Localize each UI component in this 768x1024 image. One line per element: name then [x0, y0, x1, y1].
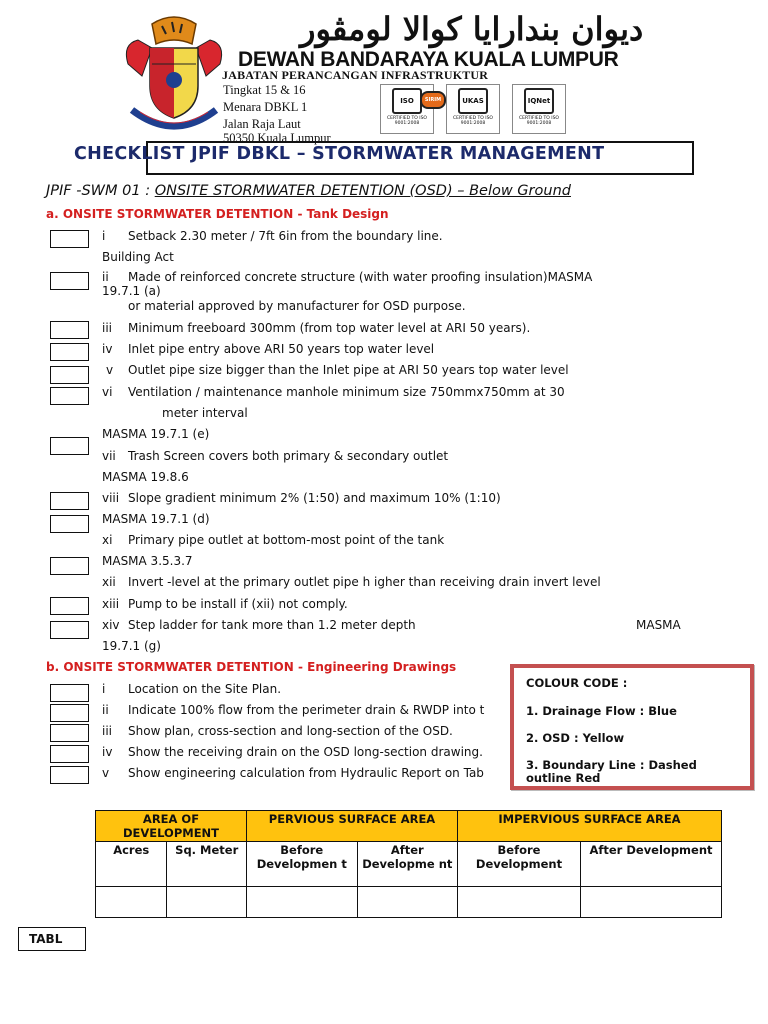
table-cell-sq-meter[interactable] [167, 887, 247, 918]
checkbox-b-ii[interactable] [50, 704, 89, 722]
colour-code-item: 1. Drainage Flow : Blue [526, 704, 677, 718]
organization-name: DEWAN BANDARAYA KUALA LUMPUR [238, 48, 619, 71]
table-column-header: Acres [96, 842, 167, 887]
checklist-reference: MASMA 3.5.3.7 [102, 554, 193, 568]
checklist-reference: MASMA 19.7.1 (e) [102, 427, 210, 441]
checklist-item: i Location on the Site Plan. [102, 682, 282, 696]
checklist-item: xiv Step ladder for tank more than 1.2 meter depth [102, 618, 416, 632]
jawi-title: ديوان بندارايا كوالا لومڤور [300, 10, 644, 48]
checkbox-a-v[interactable] [50, 366, 89, 384]
checklist-item: ii Made of reinforced concrete structure (with water proofing insulation)MASMA [102, 270, 593, 284]
checkbox-a-xii[interactable] [50, 557, 89, 575]
table-cell-pervious-after[interactable] [357, 887, 457, 918]
table-cell-impervious-before[interactable] [458, 887, 581, 918]
colour-code-item: 2. OSD : Yellow [526, 731, 625, 745]
table-label: TABL [18, 927, 86, 951]
table-cell-impervious-after[interactable] [581, 887, 722, 918]
checklist-item: xiii Pump to be install if (xii) not comply. [102, 597, 348, 611]
checklist-item: vii Trash Screen covers both primary & secondary outlet [102, 449, 449, 463]
checklist-item-continued: or material approved by manufacturer for OSD purpose. [128, 299, 466, 313]
checklist-item: xii Invert -level at the primary outlet pipe h igher than receiving drain invert level [102, 575, 601, 589]
checkbox-a-i[interactable] [50, 230, 89, 248]
colour-code-item: 3. Boundary Line : Dashed [526, 758, 697, 772]
colour-code-item: outline Red [526, 771, 601, 785]
checklist-subject: ONSITE STORMWATER DETENTION (OSD) – Below Ground [154, 183, 571, 199]
table-column-header: Before Developmen t [247, 842, 358, 887]
iso-cert-logo: ISO CERTIFIED TO ISO 9001:2008 [380, 84, 434, 134]
table-column-header: After Developme nt [357, 842, 457, 887]
section-b-heading: b. ONSITE STORMWATER DETENTION - Engineering Drawings [46, 660, 457, 674]
checklist-item: viii Slope gradient minimum 2% (1:50) and maximum 10% (1:10) [102, 491, 501, 505]
checkbox-a-xi[interactable] [50, 515, 89, 533]
area-table [95, 810, 722, 918]
sirim-cert-logo: SIRIM [418, 88, 448, 136]
table-column-header: After Development [581, 842, 722, 887]
dbkl-crest-logo [122, 14, 226, 136]
checkbox-a-xiv[interactable] [50, 621, 89, 639]
colour-code-title: COLOUR CODE : [526, 676, 628, 690]
checkbox-a-xiii[interactable] [50, 597, 89, 615]
section-a-heading: a. ONSITE STORMWATER DETENTION - Tank Design [46, 207, 389, 221]
checkbox-b-iii[interactable] [50, 724, 89, 742]
checklist-reference: 19.7.1 (a) [102, 284, 161, 298]
checkbox-a-viii[interactable] [50, 492, 89, 510]
checklist-item: v Show engineering calculation from Hydraulic Report on Tab [102, 766, 484, 780]
ukas-cert-logo: UKAS CERTIFIED TO ISO 9001:2008 [446, 84, 500, 134]
checklist-item: v Outlet pipe size bigger than the Inlet pipe at ARI 50 years top water level [106, 363, 569, 377]
checkbox-a-vii[interactable] [50, 437, 89, 455]
iqnet-cert-logo: IQNet CERTIFIED TO ISO 9001:2008 [512, 84, 566, 134]
table-cell-pervious-before[interactable] [247, 887, 358, 918]
checklist-item: ii Indicate 100% flow from the perimeter drain & RWDP into t [102, 703, 485, 717]
table-group-header: IMPERVIOUS SURFACE AREA [458, 811, 722, 842]
checkbox-a-ii[interactable] [50, 272, 89, 290]
table-column-header: Before Development [458, 842, 581, 887]
checklist-item: iv Inlet pipe entry above ARI 50 years top water level [102, 342, 435, 356]
checklist-reference: MASMA [636, 618, 681, 632]
address-line: 50350 Kuala Lumpur [223, 131, 331, 145]
table-group-header: PERVIOUS SURFACE AREA [247, 811, 458, 842]
checklist-item: vi Ventilation / maintenance manhole minimum size 750mmx750mm at 30 [102, 385, 565, 399]
checklist-item: i Setback 2.30 meter / 7ft 6in from the boundary line. [102, 229, 443, 243]
checklist-subtitle [46, 183, 571, 199]
checkbox-a-iv[interactable] [50, 343, 89, 361]
checkbox-b-iv[interactable] [50, 745, 89, 763]
address-line: Tingkat 15 & 16 [223, 83, 306, 97]
checklist-reference: Building Act [102, 250, 174, 264]
table-column-header: Sq. Meter [167, 842, 247, 887]
address-line: Jalan Raja Laut [223, 117, 301, 131]
checklist-reference: 19.7.1 (g) [102, 639, 161, 653]
checkbox-a-vi[interactable] [50, 387, 89, 405]
department-name: JABATAN PERANCANGAN INFRASTRUKTUR [222, 68, 489, 82]
checklist-item: iv Show the receiving drain on the OSD long-section drawing. [102, 745, 483, 759]
address-line: Menara DBKL 1 [223, 100, 308, 114]
checkbox-b-v[interactable] [50, 766, 89, 784]
table-group-header: AREA OF DEVELOPMENT [96, 811, 247, 842]
checklist-item-continued: meter interval [162, 406, 248, 420]
checklist-item: iii Minimum freeboard 300mm (from top water level at ARI 50 years). [102, 321, 531, 335]
checklist-item: xi Primary pipe outlet at bottom-most point of the tank [102, 533, 445, 547]
checkbox-a-iii[interactable] [50, 321, 89, 339]
table-cell-acres[interactable] [96, 887, 167, 918]
checklist-item: iii Show plan, cross-section and long-section of the OSD. [102, 724, 453, 738]
checklist-reference: MASMA 19.8.6 [102, 470, 189, 484]
checkbox-b-i[interactable] [50, 684, 89, 702]
page-title: CHECKLIST JPIF DBKL – STORMWATER MANAGEMENT [74, 144, 605, 164]
checklist-reference: MASMA 19.7.1 (d) [102, 512, 210, 526]
checklist-code: JPIF -SWM 01 : [46, 183, 151, 199]
colour-code-box [510, 664, 754, 790]
